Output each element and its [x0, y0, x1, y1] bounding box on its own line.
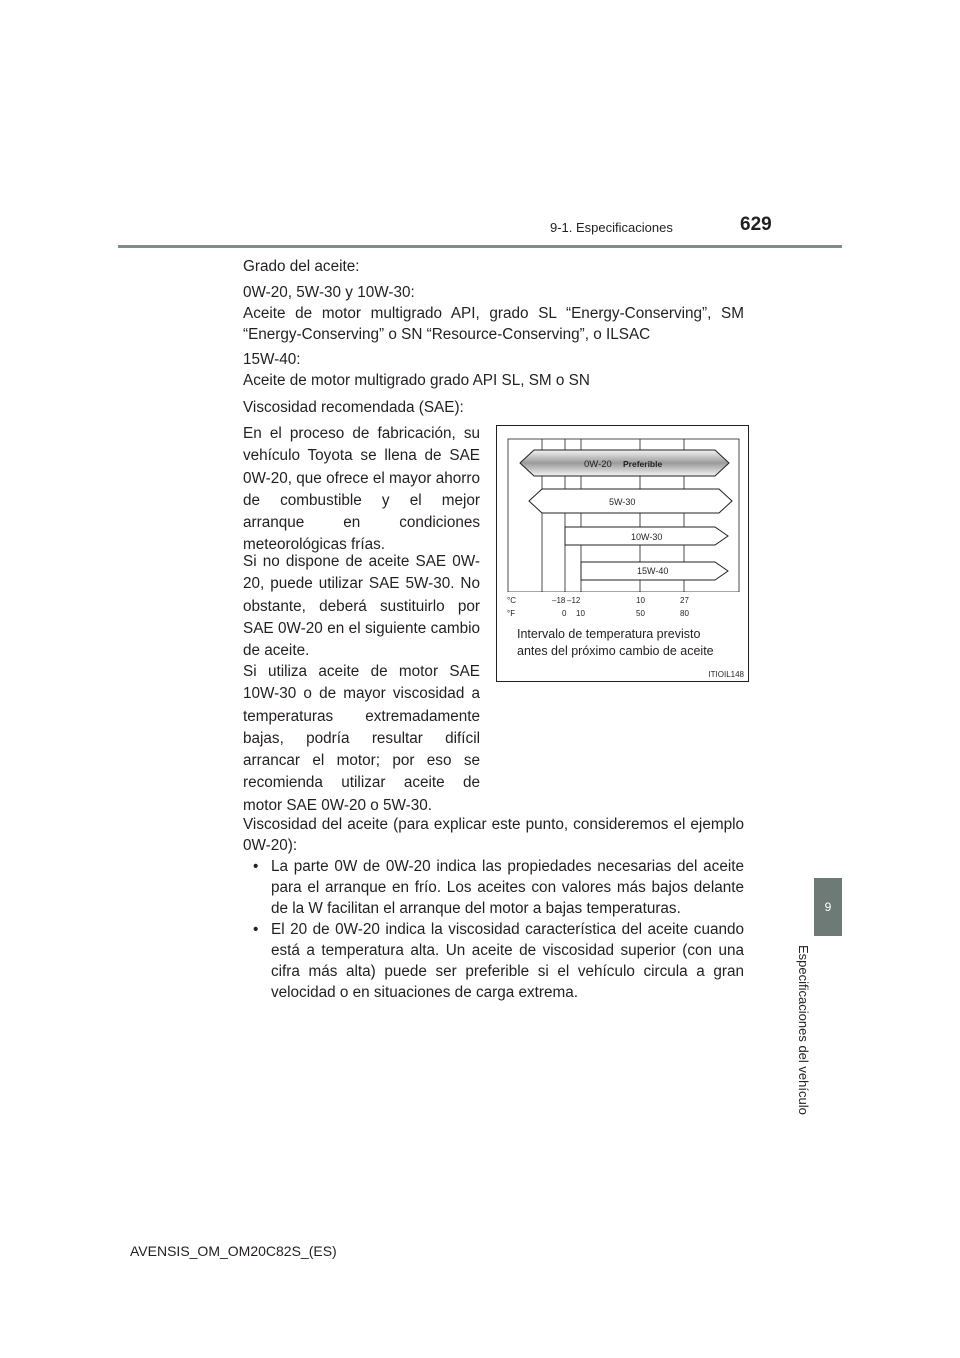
tick-label-c: –18 [552, 596, 566, 605]
chapter-label: Especificaciones del vehículo [796, 945, 811, 1115]
page-number: 629 [740, 214, 772, 235]
tick-label-f: 10 [576, 609, 585, 618]
tick-label-f: 0 [562, 609, 567, 618]
grade-0w20-desc: Aceite de motor multigrado API, grado SL “Energy-Conserving”, SM “Energy-Conserving” o SN “Resource-Conserving”, o ILSAC [243, 305, 744, 343]
range-label-0w20: 0W-20 [584, 459, 612, 470]
tick-label-c: –12 [567, 596, 581, 605]
figure-caption: Intervalo de temperatura previsto antes del próximo cambio de aceite [517, 627, 714, 658]
grade-0w20-title: 0W-20, 5W-30 y 10W-30: [243, 284, 415, 301]
paragraph-factory-oil: En el proceso de fabricación, su vehículo Toyota se llena de SAE 0W-20, que ofrece el mayor ahorro de combustible y el mejor arranque en condiciones meteorológicas frías. [243, 425, 480, 554]
bullet-cold-start: La parte 0W de 0W-20 indica las propiedades necesarias del aceite para el arranque en frío. Los aceites con valores más bajos delante de la W facilitan el arranque del motor a bajas temperaturas. [271, 858, 744, 917]
chapter-label-container [795, 945, 813, 1135]
viscosity-heading: Viscosidad recomendada (SAE): [243, 399, 464, 416]
paragraph-low-temperature: Si utiliza aceite de motor SAE 10W-30 o de mayor viscosidad a temperaturas extremadamente bajas, podría resultar difícil arrancar el motor; por eso se recomienda utilizar aceite de motor SAE 0W-20 o 5W-30. [243, 663, 480, 814]
tick-label-c: 10 [636, 596, 645, 605]
bullet-high-temp: El 20 de 0W-20 indica la viscosidad característica del aceite cuando está a temperatura alta. Un aceite de viscosidad superior (con una cifra más alta) puede ser preferible si el vehículo circula a gran velocidad o en situaciones de carga extrema. [271, 921, 744, 1001]
paragraph-alternative-oil: Si no dispone de aceite SAE 0W-20, puede utilizar SAE 5W-30. No obstante, deberá sustituirlo por SAE 0W-20 en el siguiente cambio de aceite. [243, 553, 480, 660]
range-label-5w30: 5W-30 [609, 497, 636, 507]
bullet-marker: • [253, 858, 259, 875]
grade-heading: Grado del aceite: [243, 258, 360, 275]
viscosity-figure [496, 425, 749, 682]
axis-unit-fahrenheit: °F [507, 609, 516, 618]
range-label-15w40: 15W-40 [637, 566, 669, 576]
tick-label-f: 50 [636, 609, 645, 618]
tick-label-f: 80 [680, 609, 689, 618]
range-label-10w30: 10W-30 [631, 532, 663, 542]
example-intro: Viscosidad del aceite (para explicar este punto, consideremos el ejemplo 0W-20): [243, 816, 744, 854]
chapter-tab: 9 [814, 878, 842, 936]
figure-id: ITIOIL148 [708, 670, 744, 679]
range-label-preferible: Preferible [623, 459, 663, 469]
document-code: AVENSIS_OM_OM20C82S_(ES) [130, 1243, 337, 1259]
grade-15w40-title: 15W-40: [243, 351, 301, 368]
section-title: 9-1. Especificaciones [550, 220, 673, 235]
grade-15w40-desc: Aceite de motor multigrado grado API SL, SM o SN [243, 372, 590, 389]
tick-label-c: 27 [680, 596, 689, 605]
axis-unit-celsius: °C [507, 596, 516, 605]
bullet-marker: • [253, 921, 259, 938]
tick-band [499, 592, 746, 620]
header-divider [118, 245, 842, 248]
